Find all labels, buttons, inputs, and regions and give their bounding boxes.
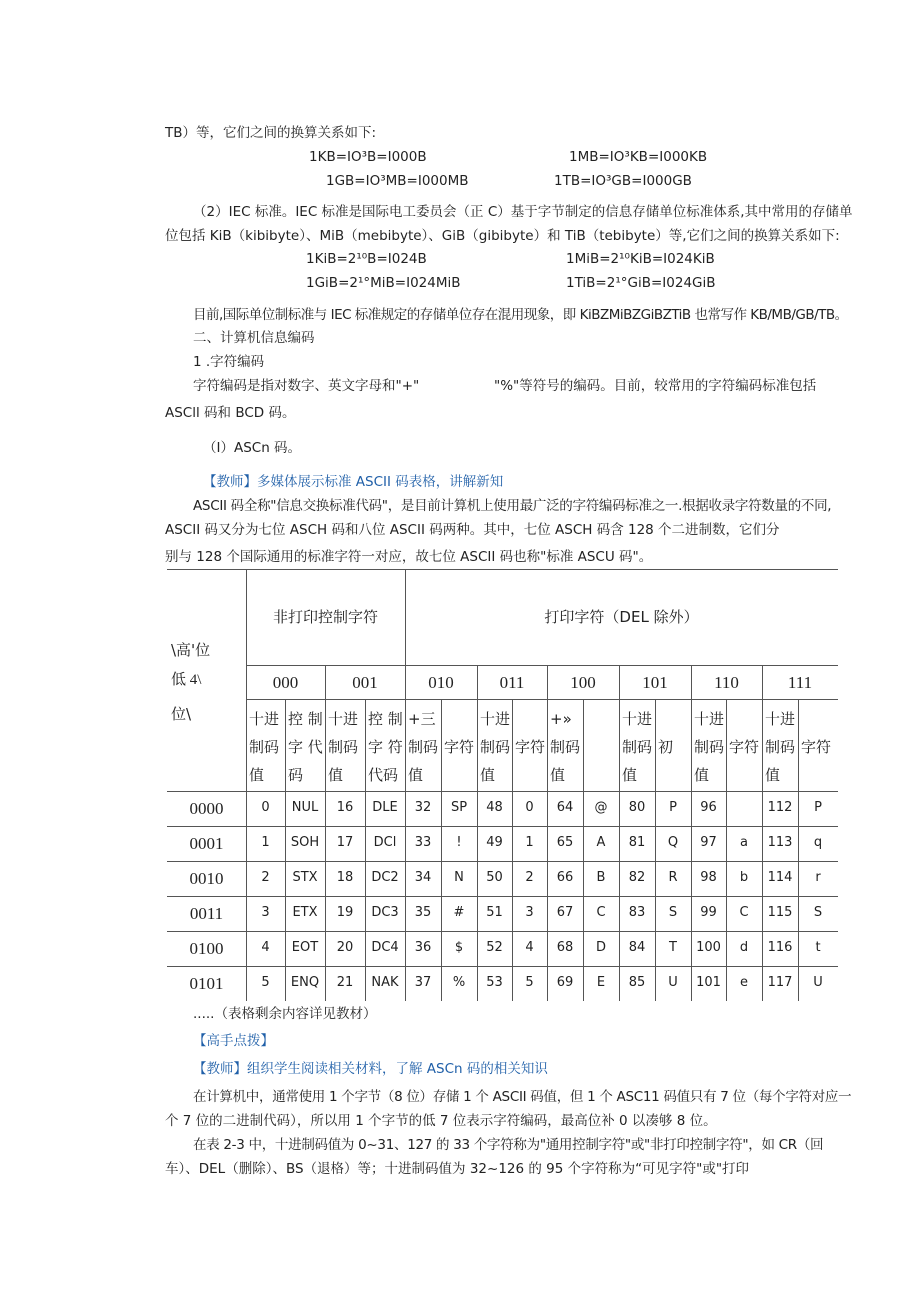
table-cell: C xyxy=(739,905,749,920)
table-cell: 97 xyxy=(700,835,717,850)
table-cell: ENQ xyxy=(290,975,320,990)
table-cell: @ xyxy=(594,800,608,815)
column-subheader: 值 xyxy=(765,766,781,784)
column-subheader: 值 xyxy=(550,766,566,784)
column-subheader: 值 xyxy=(328,766,344,784)
corner-label: \高'位 xyxy=(171,641,211,659)
table-cell: EOT xyxy=(291,940,319,955)
paragraph-line: 目前,国际单位制标准与 IEC 标准规定的存储单位存在混用现象，即 KiBZMiBZGiBZTiB 也常写作 KB/MB/GB/TB。 xyxy=(193,307,848,323)
table-cell: E xyxy=(596,975,606,990)
table-cell: 116 xyxy=(767,940,793,955)
column-subheader: 字符 xyxy=(801,738,832,756)
column-subheader: 制码 xyxy=(550,738,581,756)
low-bits-code: 0010 xyxy=(189,869,224,888)
table-cell: 3 xyxy=(525,905,534,920)
high-bits-code: 000 xyxy=(272,673,299,692)
column-subheader: 初 xyxy=(658,738,674,756)
table-cell: U xyxy=(813,975,823,990)
high-bits-code: 100 xyxy=(570,673,596,692)
table-cell: ETX xyxy=(292,905,318,920)
table-cell: P xyxy=(814,800,822,815)
corner-label: 低 4\ xyxy=(171,672,202,688)
column-subheader: +» xyxy=(550,710,572,728)
table-cell: 65 xyxy=(556,835,574,850)
column-subheader: 字符 xyxy=(515,738,546,756)
table-cell: 1 xyxy=(261,835,270,850)
table-cell: 67 xyxy=(556,905,574,920)
column-subheader: 制码 xyxy=(694,738,725,756)
table-cell: b xyxy=(739,870,749,885)
column-subheader: 十进 xyxy=(480,710,511,728)
table-cell: a xyxy=(740,835,748,850)
column-subheader: 字 符 xyxy=(368,738,403,756)
low-bits-code: 0100 xyxy=(189,939,224,958)
table-cell: 112 xyxy=(767,800,793,815)
table-cell: 0 xyxy=(525,800,534,815)
formula: 1GiB=2¹°MiB=I024MiB xyxy=(306,275,461,291)
table-cell: e xyxy=(740,975,748,990)
table-cell: B xyxy=(596,870,606,885)
high-bits-code: 110 xyxy=(714,673,739,692)
table-cell: 17 xyxy=(336,835,354,850)
table-cell: C xyxy=(596,905,606,920)
teacher-note: 【教师】多媒体展示标准 ASCII 码表格，讲解新知 xyxy=(203,474,504,490)
table-cell: 82 xyxy=(628,870,646,885)
table-cell: 80 xyxy=(628,800,646,815)
high-bits-code: 101 xyxy=(642,673,668,692)
table-cell: DLE xyxy=(372,800,398,815)
column-subheader: 控 制 xyxy=(368,710,403,728)
paragraph-line: 在计算机中，通常使用 1 个字节（8 位）存储 1 个 ASCII 码值，但 1 个 ASC11 码值只有 7 位（每个字符对应一 xyxy=(193,1089,852,1105)
column-subheader: 代码 xyxy=(368,766,399,784)
table-cell: DC4 xyxy=(371,940,399,955)
formula: 1KB=IO³B=I000B xyxy=(309,149,427,165)
table-cell: 64 xyxy=(556,800,574,815)
low-bits-code: 0000 xyxy=(189,799,224,818)
table-cell: 34 xyxy=(414,870,432,885)
table-cell: d xyxy=(739,940,749,955)
table-cell: 52 xyxy=(486,940,503,955)
column-subheader: 值 xyxy=(480,766,496,784)
table-cell: r xyxy=(815,870,821,885)
paragraph-line: ASCll 码和 BCD 码。 xyxy=(165,405,296,421)
column-subheader: 十进 xyxy=(765,710,796,728)
table-cell: 115 xyxy=(767,905,793,920)
column-subheader: 十进 xyxy=(328,710,359,728)
column-subheader: 字符 xyxy=(444,738,475,756)
table-cell: P xyxy=(669,800,677,815)
table-cell: SP xyxy=(450,800,468,815)
table-cell: 68 xyxy=(556,940,574,955)
table-cell: % xyxy=(452,975,466,990)
column-subheader: 码 xyxy=(288,766,304,784)
column-subheader: 制码 xyxy=(480,738,511,756)
section-heading: 二、计算机信息编码 xyxy=(193,330,315,346)
table-cell: A xyxy=(596,835,606,850)
subsection-heading: 1 .字符编码 xyxy=(193,354,265,370)
table-cell: 48 xyxy=(486,800,503,815)
high-bits-code: 010 xyxy=(428,673,454,692)
table-cell: DC3 xyxy=(371,905,399,920)
table-cell: DC2 xyxy=(371,870,399,885)
table-cell: 101 xyxy=(696,975,721,990)
formula: 1MB=IO³KB=I000KB xyxy=(569,149,708,165)
tip-heading: 【高手点拨】 xyxy=(193,1033,274,1049)
paragraph-line: 车）、DEL（删除）、BS（退格）等；十进制码值为 32~126 的 95 个字符称为“可见字符"或"打印 xyxy=(165,1161,750,1177)
table-cell: ! xyxy=(456,835,462,850)
paragraph-line: ASCII 码又分为七位 ASCH 码和八位 ASCII 码两种。其中，七位 ASCH 码含 128 个二进制数，它们分 xyxy=(165,522,780,538)
table-cell: S xyxy=(813,905,823,920)
table-cell: 53 xyxy=(486,975,503,990)
column-subheader: +三 xyxy=(408,710,436,728)
table-cell: 1 xyxy=(525,835,534,850)
column-subheader: 制码 xyxy=(765,738,796,756)
column-subheader: 制码 xyxy=(249,738,280,756)
low-bits-code: 0101 xyxy=(189,974,224,993)
table-cell: 21 xyxy=(336,975,354,990)
formula: 1KiB=2¹⁰B=I024B xyxy=(306,251,427,267)
table-cell: 85 xyxy=(628,975,646,990)
column-subheader: 值 xyxy=(408,766,424,784)
table-cell: 81 xyxy=(628,835,646,850)
paragraph-line: 在表 2-3 中，十进制码值为 0~31、127 的 33 个字符称为"通用控制字符"或"非打印控制字符"，如 CR（回 xyxy=(193,1137,824,1153)
high-bits-code: 001 xyxy=(352,673,378,692)
table-cell: 2 xyxy=(525,870,534,885)
table-note: .....（表格剩余内容详见教材） xyxy=(193,1006,377,1022)
table-cell: NUL xyxy=(291,800,319,815)
table-cell: 33 xyxy=(414,835,432,850)
table-cell: # xyxy=(453,905,465,920)
paragraph-line: 个 7 位的二进制代码），所以用 1 个字节的低 7 位表示字符编码，最高位补 0 以凑够 8 位。 xyxy=(165,1113,717,1129)
column-subheader: 十进 xyxy=(622,710,653,728)
formula: 1GB=IO³MB=I000MB xyxy=(326,173,469,189)
table-cell: 84 xyxy=(628,940,646,955)
table-cell: 98 xyxy=(700,870,717,885)
formula: 1TiB=2¹°GiB=I024GiB xyxy=(566,275,716,291)
teacher-note: 【教师】组织学生阅读相关材料，了解 ASCn 码的相关知识 xyxy=(193,1061,548,1077)
subsection-heading: （I）ASCn 码。 xyxy=(203,440,302,456)
table-cell: DCl xyxy=(373,835,397,850)
table-cell: 69 xyxy=(556,975,574,990)
table-cell: t xyxy=(815,940,821,955)
column-subheader: 值 xyxy=(622,766,638,784)
table-cell: 2 xyxy=(261,870,270,885)
low-bits-code: 0001 xyxy=(189,834,224,853)
column-subheader: 制码 xyxy=(408,738,439,756)
low-bits-code: 0011 xyxy=(189,904,224,923)
paragraph-line: 位包括 KiB（kibibyte）、MiB（mebibyte）、GiB（gibibyte）和 TiB（tebibyte）等,它们之间的换算关系如下: xyxy=(165,228,840,244)
formula: 1MiB=2¹⁰KiB=I024KiB xyxy=(566,251,715,267)
paragraph-line: （2）IEC 标准。IEC 标准是国际电工委员会（正 C）基于字节制定的信息存储单位标准体系,其中常用的存储单 xyxy=(193,204,853,220)
table-cell: 0 xyxy=(261,800,270,815)
table-cell: 51 xyxy=(486,905,503,920)
table-cell: 113 xyxy=(767,835,793,850)
column-subheader: 十进 xyxy=(694,710,725,728)
table-cell: 32 xyxy=(414,800,432,815)
table-cell: S xyxy=(668,905,678,920)
table-cell: 37 xyxy=(414,975,432,990)
table-cell: 96 xyxy=(700,800,717,815)
table-cell: 5 xyxy=(261,975,270,990)
table-cell: N xyxy=(454,870,464,885)
table-cell: 20 xyxy=(336,940,354,955)
table-cell: q xyxy=(813,835,823,850)
table-cell: 4 xyxy=(261,940,270,955)
table-cell: 4 xyxy=(525,940,534,955)
column-subheader: 值 xyxy=(249,766,265,784)
table-cell: STX xyxy=(292,870,318,885)
paragraph-line: ASCII 码全称"信息交换标准代码"，是目前计算机上使用最广泛的字符编码标准之一.根据收录字符数量的不同, xyxy=(193,498,832,514)
table-cell: 83 xyxy=(628,905,646,920)
column-subheader: 控 制 xyxy=(288,710,323,728)
table-cell: 100 xyxy=(696,940,721,955)
table-cell: Q xyxy=(667,835,679,850)
table-cell: 49 xyxy=(486,835,503,850)
table-cell: 35 xyxy=(414,905,432,920)
paragraph-line: 字符编码是指对数字、英文字母和"+" xyxy=(193,378,420,394)
paragraph-line: 别与 128 个国际通用的标准字符一对应，故七位 ASCII 码也称"标准 ASCU 码"。 xyxy=(165,549,653,565)
column-subheader: 字 代 xyxy=(288,738,323,756)
group-header-print: 打印字符（DEL 除外） xyxy=(544,608,699,626)
table-cell: 36 xyxy=(414,940,432,955)
table-cell: U xyxy=(668,975,678,990)
table-cell: 18 xyxy=(336,870,354,885)
ascii-table xyxy=(167,569,838,1001)
column-subheader: 字符 xyxy=(729,738,760,756)
table-cell: 99 xyxy=(700,905,717,920)
paragraph-line: TB）等，它们之间的换算关系如下: xyxy=(165,125,377,141)
high-bits-code: 111 xyxy=(787,673,813,692)
group-header-nonprint: 非打印控制字符 xyxy=(272,608,378,626)
corner-label: 位\ xyxy=(171,705,192,723)
table-cell: 117 xyxy=(767,975,793,990)
table-cell: $ xyxy=(454,940,464,955)
table-cell: 19 xyxy=(336,905,354,920)
high-bits-code: 011 xyxy=(499,673,525,692)
table-cell: 66 xyxy=(556,870,574,885)
table-cell: 50 xyxy=(486,870,503,885)
paragraph-line: "%"等符号的编码。目前，较常用的字符编码标准包括 xyxy=(494,378,817,394)
column-subheader: 制码 xyxy=(622,738,653,756)
table-cell: 114 xyxy=(767,870,793,885)
table-cell: R xyxy=(668,870,678,885)
table-cell: SOH xyxy=(290,835,320,850)
table-cell: 3 xyxy=(261,905,270,920)
table-cell: D xyxy=(595,940,606,955)
formula: 1TB=IO³GB=I000GB xyxy=(554,173,692,189)
table-cell: 5 xyxy=(525,975,534,990)
column-subheader: 十进 xyxy=(249,710,280,728)
column-subheader: 制码 xyxy=(328,738,359,756)
table-cell: NAK xyxy=(371,975,399,990)
table-cell: T xyxy=(669,940,677,955)
column-subheader: 值 xyxy=(694,766,710,784)
table-cell: 16 xyxy=(336,800,354,815)
